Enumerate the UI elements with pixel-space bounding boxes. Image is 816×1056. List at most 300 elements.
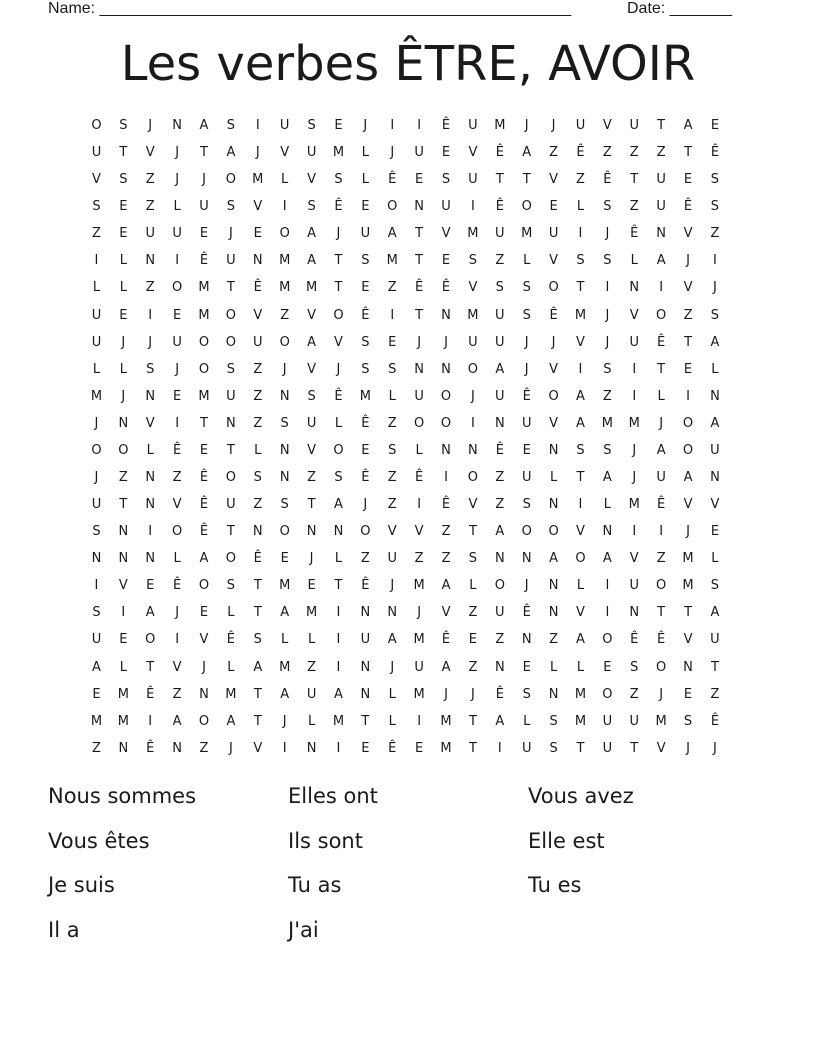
grid-letter: Ê	[657, 497, 666, 513]
grid-letter: M	[279, 578, 291, 594]
grid-letter: Ê	[710, 145, 720, 161]
grid-letter: T	[253, 713, 262, 729]
grid-letter: V	[199, 632, 209, 648]
grid-letter: S	[119, 172, 128, 188]
grid-letter: V	[576, 605, 585, 621]
grid-letter: Ê	[388, 172, 397, 188]
grid-letter: T	[226, 524, 235, 540]
grid-letter: J	[363, 118, 368, 133]
grid-letter: S	[522, 307, 531, 323]
grid-letter: L	[334, 415, 343, 431]
grid-letter: N	[145, 470, 156, 486]
grid-letter: L	[334, 551, 343, 567]
grid-letter: Z	[629, 199, 639, 215]
grid-letter: V	[656, 740, 666, 756]
grid-letter: A	[226, 145, 236, 161]
grid-letter: T	[334, 280, 343, 296]
grid-letter: M	[279, 280, 291, 296]
grid-letter: L	[119, 659, 127, 675]
grid-letter: M	[440, 713, 452, 729]
grid-letter: J	[632, 470, 637, 486]
grid-letter: V	[683, 280, 693, 296]
grid-letter: T	[684, 334, 693, 350]
grid-letter: Ê	[388, 740, 397, 756]
grid-letter: Z	[387, 280, 397, 296]
grid-letter: U	[360, 632, 371, 648]
grid-letter: Z	[495, 470, 505, 486]
grid-letter: T	[146, 659, 155, 675]
grid-letter: O	[682, 442, 694, 458]
grid-letter: V	[145, 415, 155, 431]
grid-letter: A	[334, 497, 343, 513]
grid-letter: J	[524, 334, 529, 350]
grid-letter: I	[578, 361, 583, 377]
grid-letter: Ê	[522, 605, 531, 621]
grid-letter: L	[281, 172, 289, 188]
grid-letter: J	[390, 659, 395, 675]
grid-letter: V	[307, 361, 317, 377]
grid-letter: E	[468, 632, 478, 648]
grid-letter: Z	[468, 605, 478, 621]
grid-letter: S	[522, 497, 531, 513]
grid-letter: A	[683, 118, 693, 133]
grid-letter: S	[576, 442, 585, 458]
grid-letter: A	[576, 388, 585, 404]
grid-letter: J	[605, 226, 610, 242]
grid-letter: T	[630, 172, 639, 188]
grid-letter: E	[361, 442, 370, 458]
grid-letter: O	[656, 578, 667, 594]
grid-letter: T	[576, 740, 585, 756]
grid-letter: E	[603, 659, 612, 675]
grid-letter: S	[576, 253, 585, 269]
grid-letter: S	[549, 740, 558, 756]
grid-letter: O	[118, 442, 129, 458]
grid-letter: L	[603, 497, 611, 513]
grid-letter: T	[684, 605, 693, 621]
grid-letter: I	[255, 118, 260, 133]
grid-letter: A	[199, 551, 209, 567]
grid-letter: U	[629, 713, 640, 729]
grid-letter: O	[656, 307, 667, 323]
grid-letter: Z	[656, 551, 666, 567]
grid-letter: A	[710, 415, 720, 431]
grid-letter: N	[441, 307, 451, 323]
grid-letter: V	[576, 334, 585, 350]
grid-letter: M	[332, 145, 345, 161]
grid-letter: L	[92, 280, 101, 296]
grid-letter: Ê	[495, 199, 504, 215]
grid-letter: V	[549, 172, 559, 188]
grid-letter: L	[388, 686, 396, 702]
grid-letter: E	[334, 118, 343, 133]
grid-letter: M	[225, 686, 237, 702]
grid-letter: U	[91, 145, 102, 161]
grid-letter: I	[632, 524, 637, 540]
grid-letter: S	[603, 199, 612, 215]
grid-letter: M	[655, 713, 667, 729]
grid-letter: U	[91, 334, 102, 350]
grid-letter: N	[279, 442, 290, 458]
grid-letter: S	[119, 118, 128, 133]
grid-letter: E	[441, 253, 451, 269]
grid-letter: V	[602, 118, 612, 133]
grid-letter: Ê	[495, 686, 504, 702]
grid-letter: I	[605, 280, 610, 296]
word-list-item: Ils sont	[288, 828, 363, 853]
page-title: Les verbes ÊTRE, AVOIR	[120, 36, 696, 92]
grid-letter: Z	[172, 470, 182, 486]
grid-letter: L	[173, 551, 181, 567]
grid-letter: Ê	[199, 497, 209, 513]
grid-letter: I	[148, 307, 153, 323]
grid-letter: T	[119, 145, 128, 161]
grid-letter: O	[467, 361, 479, 377]
grid-letter: J	[713, 280, 717, 296]
grid-letter: O	[172, 524, 183, 540]
grid-letter: E	[522, 442, 531, 458]
grid-letter: J	[175, 605, 180, 621]
grid-letter: U	[521, 470, 532, 486]
grid-letter: L	[307, 632, 316, 648]
grid-letter: Z	[253, 497, 263, 513]
grid-letter: J	[686, 253, 690, 269]
grid-letter: T	[522, 172, 531, 188]
grid-letter: J	[605, 307, 610, 323]
grid-letter: M	[494, 118, 506, 133]
grid-letter: M	[359, 388, 371, 404]
grid-letter: E	[173, 307, 182, 323]
grid-letter: Ê	[146, 740, 155, 756]
word-list-item: Elle est	[528, 828, 605, 853]
grid-letter: E	[199, 605, 209, 621]
grid-letter: J	[524, 578, 529, 594]
grid-letter: J	[390, 578, 395, 594]
grid-letter: S	[710, 199, 720, 215]
grid-letter: I	[444, 470, 448, 486]
grid-letter: L	[711, 551, 719, 567]
grid-letter: M	[117, 713, 129, 729]
grid-letter: N	[656, 226, 667, 242]
grid-letter: Z	[441, 524, 451, 540]
grid-letter: U	[495, 226, 505, 242]
grid-letter: U	[656, 470, 666, 486]
grid-letter: I	[282, 199, 287, 215]
grid-letter: S	[388, 442, 397, 458]
grid-letter: A	[307, 253, 317, 269]
grid-letter: O	[198, 361, 210, 377]
grid-letter: E	[710, 524, 720, 540]
grid-letter: Z	[495, 497, 505, 513]
grid-letter: Z	[145, 172, 155, 188]
grid-letter: O	[548, 388, 559, 404]
grid-letter: I	[390, 118, 395, 133]
grid-letter: Ê	[361, 470, 370, 486]
grid-letter: S	[361, 361, 370, 377]
grid-letter: S	[603, 361, 612, 377]
grid-letter: U	[199, 199, 209, 215]
grid-letter: A	[280, 686, 290, 702]
grid-letter: O	[91, 118, 102, 133]
grid-letter: U	[91, 497, 102, 513]
grid-letter: N	[414, 199, 424, 215]
grid-letter: Z	[495, 253, 505, 269]
grid-letter: J	[148, 118, 153, 133]
grid-letter: J	[551, 334, 556, 350]
grid-letter: O	[467, 470, 479, 486]
grid-letter: A	[91, 659, 101, 675]
grid-letter: N	[145, 551, 156, 567]
grid-letter: U	[360, 226, 371, 242]
grid-letter: U	[414, 659, 424, 675]
grid-letter: T	[334, 253, 343, 269]
grid-letter: A	[145, 605, 155, 621]
grid-letter: S	[683, 713, 693, 729]
grid-letter: Z	[307, 659, 317, 675]
grid-letter: A	[253, 659, 263, 675]
grid-letter: M	[90, 388, 103, 404]
grid-letter: A	[495, 361, 505, 377]
grid-letter: L	[711, 361, 719, 377]
grid-letter: N	[548, 578, 559, 594]
grid-letter: N	[494, 415, 505, 431]
grid-letter: Ê	[441, 497, 451, 513]
grid-letter: A	[307, 226, 317, 242]
grid-letter: N	[441, 361, 451, 377]
grid-letter: U	[575, 118, 586, 133]
grid-letter: L	[469, 578, 477, 594]
grid-letter: J	[228, 226, 233, 242]
grid-letter: I	[632, 361, 637, 377]
grid-letter: Ê	[710, 713, 720, 729]
grid-letter: E	[92, 686, 101, 702]
grid-letter: U	[521, 740, 532, 756]
grid-letter: I	[632, 388, 637, 404]
grid-letter: T	[253, 578, 262, 594]
grid-letter: M	[198, 307, 210, 323]
grid-letter: I	[417, 497, 422, 513]
grid-letter: V	[334, 334, 343, 350]
grid-letter: J	[417, 334, 422, 350]
grid-letter: M	[467, 226, 479, 242]
grid-letter: U	[602, 740, 613, 756]
grid-letter: L	[523, 253, 531, 269]
grid-letter: N	[252, 253, 263, 269]
grid-letter: Ê	[657, 334, 666, 350]
grid-letter: M	[682, 551, 694, 567]
grid-letter: T	[495, 172, 504, 188]
grid-letter: T	[415, 226, 424, 242]
grid-letter: A	[226, 713, 236, 729]
grid-letter: U	[656, 199, 666, 215]
grid-letter: O	[548, 524, 559, 540]
grid-letter: S	[280, 415, 289, 431]
grid-letter: S	[307, 388, 316, 404]
grid-letter: S	[441, 172, 451, 188]
grid-letter: L	[92, 361, 101, 377]
grid-letter: Ê	[361, 415, 370, 431]
grid-letter: Z	[118, 470, 128, 486]
grid-letter: I	[336, 740, 341, 756]
grid-letter: S	[710, 172, 720, 188]
grid-letter: O	[145, 632, 156, 648]
grid-letter: Ê	[173, 442, 182, 458]
grid-letter: Ê	[576, 145, 585, 161]
grid-letter: A	[549, 551, 559, 567]
grid-letter: E	[307, 578, 316, 594]
grid-letter: O	[548, 280, 559, 296]
grid-letter: S	[307, 118, 316, 133]
grid-letter: A	[522, 145, 532, 161]
grid-letter: S	[92, 605, 101, 621]
grid-letter: Z	[549, 145, 559, 161]
grid-letter: Z	[253, 415, 263, 431]
grid-letter: A	[199, 118, 209, 133]
grid-letter: S	[522, 280, 531, 296]
grid-letter: Ê	[334, 199, 343, 215]
grid-letter: E	[280, 551, 289, 567]
grid-letter: A	[387, 632, 397, 648]
grid-letter: O	[225, 172, 237, 188]
grid-letter: N	[548, 442, 559, 458]
grid-letter: N	[629, 280, 640, 296]
grid-letter: V	[307, 307, 317, 323]
grid-letter: I	[686, 388, 690, 404]
grid-letter: I	[417, 713, 422, 729]
grid-letter: J	[94, 470, 99, 486]
grid-letter: L	[361, 172, 369, 188]
grid-letter: Z	[91, 226, 101, 242]
grid-letter: N	[172, 740, 182, 756]
grid-letter: M	[413, 632, 425, 648]
grid-letter: N	[521, 551, 532, 567]
grid-letter: A	[172, 713, 182, 729]
grid-letter: V	[253, 199, 263, 215]
grid-letter: M	[682, 578, 694, 594]
grid-letter: T	[200, 145, 208, 161]
grid-letter: T	[468, 524, 477, 540]
grid-letter: T	[226, 280, 235, 296]
grid-letter: I	[175, 253, 180, 269]
grid-letter: Ê	[549, 307, 558, 323]
grid-letter: U	[629, 334, 640, 350]
grid-letter: N	[118, 524, 129, 540]
grid-letter: E	[415, 740, 424, 756]
grid-letter: A	[602, 551, 612, 567]
grid-letter: I	[336, 659, 341, 675]
grid-letter: J	[148, 334, 153, 350]
grid-letter: V	[172, 497, 182, 513]
grid-letter: M	[574, 713, 587, 729]
grid-letter: L	[549, 470, 558, 486]
grid-letter: L	[657, 388, 665, 404]
grid-letter: S	[307, 199, 316, 215]
grid-letter: V	[710, 497, 720, 513]
grid-letter: A	[656, 253, 666, 269]
grid-letter: M	[305, 605, 318, 621]
grid-letter: N	[360, 605, 371, 621]
grid-letter: T	[226, 442, 235, 458]
grid-letter: Ê	[630, 226, 639, 242]
grid-letter: J	[282, 361, 287, 377]
grid-letter: A	[387, 226, 397, 242]
grid-letter: E	[119, 307, 128, 323]
grid-letter: J	[713, 740, 717, 756]
grid-letter: L	[227, 659, 235, 675]
grid-letter: M	[628, 415, 640, 431]
grid-letter: V	[307, 172, 317, 188]
grid-letter: Ê	[441, 118, 451, 133]
grid-letter: E	[683, 361, 693, 377]
grid-letter: U	[145, 226, 155, 242]
grid-letter: O	[333, 307, 344, 323]
grid-letter: S	[468, 551, 478, 567]
grid-letter: J	[175, 172, 180, 188]
grid-letter: S	[92, 199, 101, 215]
grid-letter: U	[279, 118, 290, 133]
grid-letter: O	[172, 280, 183, 296]
grid-letter: Z	[576, 172, 585, 188]
grid-letter: S	[630, 659, 639, 675]
grid-letter: U	[710, 442, 720, 458]
grid-letter: Z	[145, 280, 155, 296]
grid-letter: J	[336, 361, 341, 377]
grid-letter: J	[336, 226, 341, 242]
grid-letter: V	[307, 442, 317, 458]
grid-letter: E	[415, 172, 424, 188]
grid-letter: T	[415, 253, 424, 269]
grid-letter: N	[494, 659, 505, 675]
grid-letter: S	[280, 497, 289, 513]
grid-letter: J	[202, 172, 206, 188]
grid-letter: I	[94, 253, 99, 269]
grid-letter: N	[145, 253, 156, 269]
grid-letter: E	[199, 226, 209, 242]
grid-letter: S	[388, 361, 397, 377]
grid-letter: Z	[253, 361, 263, 377]
grid-letter: V	[118, 578, 128, 594]
grid-letter: T	[253, 605, 262, 621]
grid-letter: M	[521, 226, 533, 242]
grid-letter: J	[417, 605, 422, 621]
grid-letter: V	[468, 280, 478, 296]
grid-letter: M	[305, 280, 318, 296]
grid-letter: N	[468, 442, 478, 458]
grid-letter: M	[198, 280, 210, 296]
grid-letter: Ê	[415, 470, 424, 486]
grid-letter: J	[255, 145, 260, 161]
grid-letter: Ê	[441, 632, 451, 648]
grid-letter: M	[467, 307, 479, 323]
grid-letter: U	[495, 307, 505, 323]
grid-letter: Z	[683, 307, 693, 323]
grid-letter: U	[468, 118, 478, 133]
grid-letter: Z	[280, 307, 290, 323]
grid-letter: U	[441, 199, 451, 215]
grid-letter: U	[602, 713, 613, 729]
grid-letter: L	[388, 388, 396, 404]
grid-letter: T	[415, 307, 424, 323]
grid-letter: V	[549, 361, 559, 377]
grid-letter: V	[629, 307, 639, 323]
grid-letter: I	[390, 307, 395, 323]
grid-letter: T	[468, 740, 477, 756]
grid-letter: O	[198, 578, 210, 594]
grid-letter: J	[470, 388, 475, 404]
grid-letter: Ê	[334, 388, 343, 404]
grid-letter: O	[414, 415, 425, 431]
grid-letter: N	[710, 470, 720, 486]
